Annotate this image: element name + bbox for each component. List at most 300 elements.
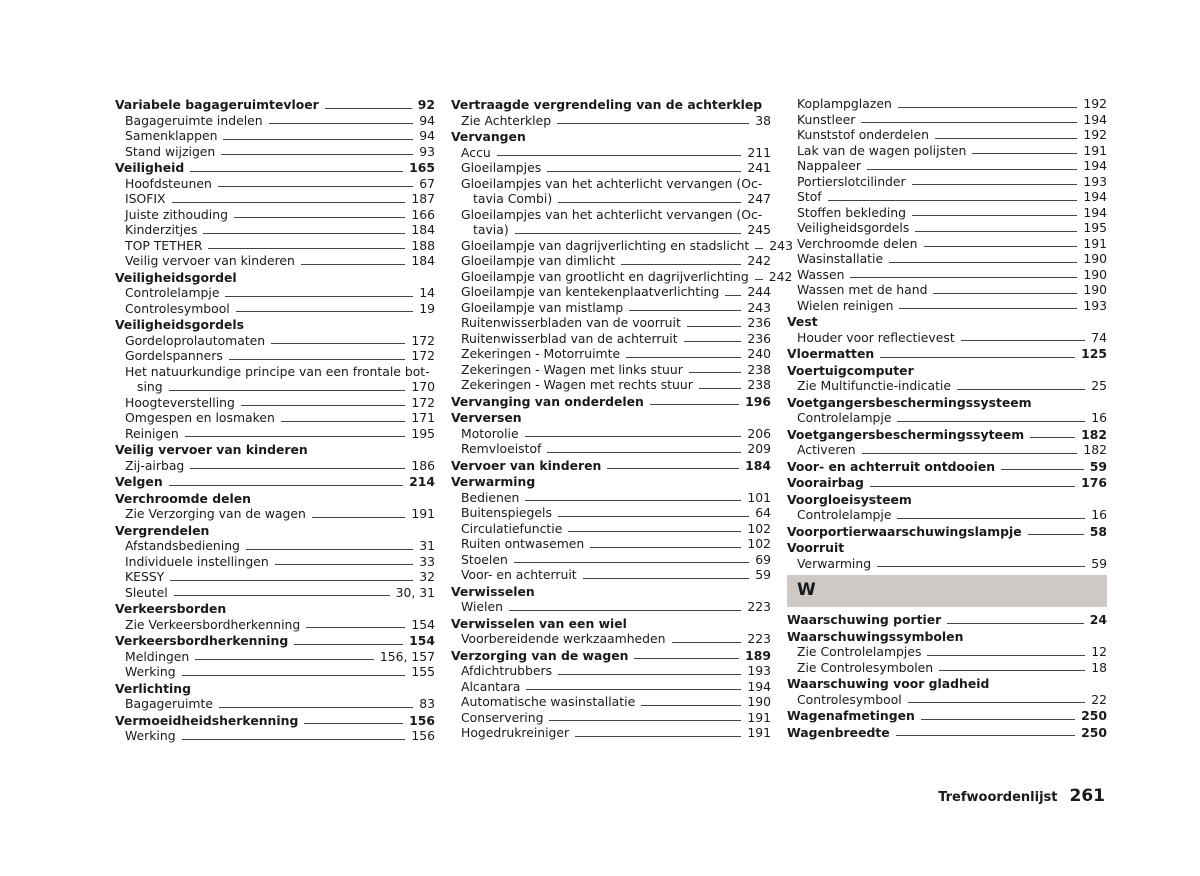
index-subentry xyxy=(451,315,771,331)
index-heading: Veiligheidsgordel xyxy=(115,269,237,285)
entry-page: 33 xyxy=(419,553,435,569)
leader-line xyxy=(169,485,403,486)
entry-label: Verzorging van de wagen xyxy=(451,647,629,663)
index-subentry xyxy=(115,649,435,665)
index-subentry xyxy=(115,222,435,238)
index-subentry xyxy=(451,331,771,347)
entry-page: 250 xyxy=(1081,724,1107,740)
leader-line xyxy=(961,340,1086,341)
entry-label: Veiligheidsgordels xyxy=(797,220,910,235)
entry-label: Bedienen xyxy=(461,489,520,505)
entry-label: TOP TETHER xyxy=(125,237,203,253)
index-subentry-wrapped xyxy=(451,176,771,207)
index-subentry xyxy=(451,300,771,316)
entry-page: 74 xyxy=(1091,329,1107,345)
entry-label: Gordeloprolautomaten xyxy=(125,332,266,348)
leader-line xyxy=(921,719,1075,720)
entry-label: Hoofdsteunen xyxy=(125,175,212,191)
index-subentry xyxy=(451,536,771,552)
leader-line xyxy=(312,517,405,518)
index-heading: Vest xyxy=(787,314,818,329)
index-subentry xyxy=(115,569,435,585)
leader-line xyxy=(294,644,403,645)
index-subentry xyxy=(451,505,771,521)
entry-page: 19 xyxy=(419,300,435,316)
entry-page: 236 xyxy=(747,330,771,346)
entry-label: Vervanging van onderdelen xyxy=(451,393,644,409)
entry-label: Stoffen bekleding xyxy=(797,204,907,220)
index-entry xyxy=(787,612,1107,628)
entry-page: 194 xyxy=(747,678,771,694)
entry-label: Wielen xyxy=(461,599,503,614)
entry-page: 83 xyxy=(419,696,435,711)
index-subentry-wrapped xyxy=(451,207,771,238)
entry-page: 93 xyxy=(419,143,435,159)
entry-page: 241 xyxy=(747,160,771,175)
entry-page: 94 xyxy=(419,128,435,143)
entry-page: 94 xyxy=(419,112,435,128)
index-subentry xyxy=(451,160,771,176)
index-subentry xyxy=(787,556,1107,572)
index-subentry xyxy=(115,585,435,601)
entry-label: Voor- en achterruit ontdooien xyxy=(787,458,996,474)
index-heading: Voorgloeisysteem xyxy=(787,491,912,507)
entry-page: 14 xyxy=(419,285,435,300)
leader-line xyxy=(218,186,413,187)
index-subentry xyxy=(115,191,435,207)
entry-label: Zij-airbag xyxy=(125,457,185,473)
index-entry xyxy=(787,459,1107,475)
entry-label: Voorportierwaarschuwingslampje xyxy=(787,523,1022,539)
entry-label: Gloeilampjes xyxy=(461,160,542,175)
leader-line xyxy=(755,279,763,280)
entry-label-line2: tavia Combi) xyxy=(473,191,553,206)
leader-line xyxy=(301,264,405,265)
page-footer xyxy=(938,786,1105,806)
index-subentry xyxy=(115,238,435,254)
leader-line xyxy=(689,372,742,373)
entry-page: 176 xyxy=(1081,475,1107,490)
index-subentry xyxy=(115,348,435,364)
index-heading: Verchroomde delen xyxy=(115,490,251,506)
entry-page: 31 xyxy=(419,538,435,553)
leader-line xyxy=(568,531,741,532)
entry-page: 58 xyxy=(1089,523,1107,539)
entry-label: Controlelampje xyxy=(125,285,220,300)
entry-page: 38 xyxy=(755,112,771,128)
entry-page: 189 xyxy=(745,647,771,663)
index-heading: Verwisselen xyxy=(451,583,535,599)
index-subentry xyxy=(787,251,1107,267)
entry-label: Accu xyxy=(461,144,491,160)
entry-label: Veiligheid xyxy=(115,160,185,175)
entry-page: 242 xyxy=(747,253,771,268)
entry-label: Stof xyxy=(797,189,822,204)
leader-line xyxy=(621,264,741,265)
index-heading: Voetgangersbeschermingssysteem xyxy=(787,394,1032,410)
entry-label: Wassen met de hand xyxy=(797,282,928,297)
index-subentry xyxy=(115,554,435,570)
entry-page: 172 xyxy=(411,394,435,410)
leader-line xyxy=(169,390,406,391)
index-heading: Verlichting xyxy=(115,680,191,696)
leader-line xyxy=(672,642,742,643)
index-subentry xyxy=(451,490,771,506)
entry-label: Samenklappen xyxy=(125,128,218,143)
entry-label: Alcantara xyxy=(461,678,521,694)
entry-page: 16 xyxy=(1091,410,1107,425)
entry-page: 59 xyxy=(755,567,771,582)
entry-label: Gloeilampje van dimlicht xyxy=(461,253,616,268)
leader-line xyxy=(927,655,1085,656)
entry-page: 184 xyxy=(745,457,771,473)
index-heading: Verkeersborden xyxy=(115,601,227,616)
entry-page: 16 xyxy=(1091,507,1107,522)
entry-label: Wielen reinigen xyxy=(797,297,894,313)
entry-page: 102 xyxy=(747,520,771,536)
entry-label: Stand wijzigen xyxy=(125,143,216,159)
leader-line xyxy=(219,707,413,708)
entry-page: 156 xyxy=(411,728,435,743)
entry-page: 69 xyxy=(755,551,771,567)
leader-line xyxy=(182,739,406,740)
entry-label: Wasinstallatie xyxy=(797,251,884,266)
entry-page: 186 xyxy=(411,457,435,473)
leader-line xyxy=(203,233,405,234)
index-heading: Verwarming xyxy=(451,474,536,489)
leader-line xyxy=(626,357,741,358)
entry-page: 238 xyxy=(747,377,771,392)
entry-label: Verwarming xyxy=(797,555,872,571)
entry-label: Werking xyxy=(125,728,176,743)
entry-page: 184 xyxy=(411,253,435,268)
index-heading: Voertuigcomputer xyxy=(787,362,914,378)
index-heading: Vertraagde vergrendeling van de achterklep xyxy=(451,97,763,112)
entry-label: Ruiten ontwasemen xyxy=(461,536,585,551)
entry-label: Wassen xyxy=(797,266,845,282)
entry-label: Controlesymbool xyxy=(125,300,230,316)
leader-line xyxy=(234,217,405,218)
index-heading: Vergrendelen xyxy=(115,522,210,538)
entry-label: Bagageruimte indelen xyxy=(125,112,263,128)
index-subentry xyxy=(451,284,771,300)
leader-line xyxy=(246,549,413,550)
entry-label: Conservering xyxy=(461,709,544,725)
entry-page: 59 xyxy=(1089,458,1107,474)
leader-line xyxy=(558,202,741,203)
entry-label: Koplampglazen xyxy=(797,96,892,111)
entry-label: Werking xyxy=(125,664,176,679)
index-heading: Verversen xyxy=(451,410,522,425)
leader-line xyxy=(870,486,1075,487)
index-subentry xyxy=(451,145,771,161)
leader-line xyxy=(185,436,406,437)
index-subentry xyxy=(787,660,1107,676)
leader-line xyxy=(514,562,749,563)
index-subentry xyxy=(115,253,435,269)
entry-page: 18 xyxy=(1091,659,1107,675)
entry-page: 166 xyxy=(411,206,435,222)
entry-label: Verkeersbordherkenning xyxy=(115,633,289,648)
index-subentry xyxy=(451,426,771,442)
entry-page: 247 xyxy=(747,191,771,206)
index-subentry xyxy=(115,664,435,680)
index-subentry xyxy=(787,410,1107,426)
index-subentry-wrapped xyxy=(115,364,435,395)
entry-label: Afstandsbediening xyxy=(125,538,240,553)
leader-line xyxy=(897,421,1085,422)
entry-label: Zie Multifunctie-indicatie xyxy=(797,378,951,393)
entry-page: 59 xyxy=(1091,555,1107,571)
leader-line xyxy=(526,689,741,690)
entry-label: Stoelen xyxy=(461,551,508,567)
index-subentry xyxy=(451,552,771,568)
leader-line xyxy=(190,468,405,469)
index-subentry xyxy=(787,507,1107,523)
entry-label: Voorbereidende werkzaamheden xyxy=(461,631,666,646)
entry-page: 125 xyxy=(1081,346,1107,361)
leader-line xyxy=(575,736,741,737)
entry-label: Ruitenwisserblad van de achterruit xyxy=(461,330,678,346)
entry-page: 191 xyxy=(1083,235,1107,251)
entry-label: Portierslotcilinder xyxy=(797,173,906,189)
entry-page: 187 xyxy=(411,191,435,206)
entry-label: Gloeilampje van grootlicht en dagrijverlichting xyxy=(461,268,749,284)
entry-page: 243 xyxy=(747,299,771,315)
entry-page: 101 xyxy=(747,489,771,505)
index-subentry xyxy=(787,298,1107,314)
leader-line xyxy=(972,153,1077,154)
entry-label: Hoogteverstelling xyxy=(125,394,235,410)
entry-label: Houder voor reflectievest xyxy=(797,329,955,345)
index-subentry xyxy=(115,410,435,426)
entry-label: Voetgangersbeschermingssyteem xyxy=(787,426,1025,442)
leader-line xyxy=(269,123,414,124)
index-subentry xyxy=(115,207,435,223)
entry-label: KESSY xyxy=(125,569,165,584)
index-entry xyxy=(115,474,435,490)
entry-label: Individuele instellingen xyxy=(125,553,269,569)
leader-line xyxy=(1028,534,1084,535)
entry-page: 156, 157 xyxy=(379,648,435,664)
entry-label: Kinderzitjes xyxy=(125,222,198,237)
entry-label: Nappaleer xyxy=(797,158,861,173)
entry-label: Kunstleer xyxy=(797,111,856,127)
leader-line xyxy=(172,202,406,203)
entry-label: Voor- en achterruit xyxy=(461,567,577,582)
leader-line xyxy=(190,171,403,172)
leader-line xyxy=(699,388,741,389)
entry-page: 188 xyxy=(411,237,435,253)
index-subentry xyxy=(787,378,1107,394)
leader-line xyxy=(195,659,374,660)
leader-line xyxy=(223,139,413,140)
index-subentry xyxy=(115,426,435,442)
index-subentry xyxy=(451,346,771,362)
entry-page: 67 xyxy=(419,175,435,191)
index-entry xyxy=(451,394,771,410)
index-heading: Veiligheidsgordels xyxy=(115,317,245,332)
index-subentry xyxy=(451,694,771,710)
entry-label: Controlelampje xyxy=(797,507,892,522)
index-subentry xyxy=(115,128,435,144)
entry-label: Variabele bagageruimtevloer xyxy=(115,97,319,112)
index-entry xyxy=(451,648,771,664)
leader-line xyxy=(629,310,741,311)
leader-line xyxy=(271,343,405,344)
entry-page: 191 xyxy=(1083,142,1107,158)
entry-label: Zie Controlelampjes xyxy=(797,644,922,659)
index-subentry xyxy=(115,333,435,349)
entry-page: 190 xyxy=(1083,251,1107,266)
index-subentry xyxy=(787,220,1107,236)
entry-page: 214 xyxy=(409,474,435,489)
leader-line xyxy=(641,705,741,706)
entry-page: 32 xyxy=(419,569,435,584)
index-subentry xyxy=(451,663,771,679)
entry-page: 182 xyxy=(1083,442,1107,457)
section-letter: W xyxy=(797,580,816,601)
entry-continuation xyxy=(461,222,771,238)
index-subentry xyxy=(451,362,771,378)
entry-page: 238 xyxy=(747,361,771,377)
entry-label: Reinigen xyxy=(125,425,179,441)
entry-label: Automatische wasinstallatie xyxy=(461,694,636,709)
index-subentry xyxy=(115,113,435,129)
entry-label: Kunststof onderdelen xyxy=(797,127,929,142)
index-subentry xyxy=(787,127,1107,143)
leader-line xyxy=(525,436,742,437)
index-subentry xyxy=(451,710,771,726)
leader-line xyxy=(208,248,405,249)
index-subentry xyxy=(451,631,771,647)
leader-line xyxy=(174,595,390,596)
leader-line xyxy=(515,233,742,234)
entry-page: 30, 31 xyxy=(395,584,435,600)
entry-label: Motorolie xyxy=(461,425,519,441)
entry-page: 92 xyxy=(417,97,435,112)
leader-line xyxy=(850,277,1077,278)
leader-line xyxy=(877,566,1085,567)
index-entry xyxy=(787,475,1107,491)
entry-label: Activeren xyxy=(797,442,856,457)
entry-page: 192 xyxy=(1083,96,1107,111)
index-subentry xyxy=(451,725,771,741)
entry-page: 194 xyxy=(1083,158,1107,173)
leader-line xyxy=(650,404,739,405)
footer-section-title: Trefwoordenlijst xyxy=(938,790,1058,805)
leader-line xyxy=(634,658,739,659)
entry-page: 102 xyxy=(747,536,771,551)
index-subentry xyxy=(451,679,771,695)
leader-line xyxy=(897,518,1085,519)
leader-line xyxy=(896,735,1075,736)
leader-line xyxy=(497,155,742,156)
index-subentry xyxy=(451,253,771,269)
index-subentry xyxy=(115,617,435,633)
entry-page: 191 xyxy=(411,506,435,521)
index-subentry xyxy=(787,96,1107,112)
index-entry xyxy=(787,427,1107,443)
leader-line xyxy=(229,359,406,360)
entry-label: Sleutel xyxy=(125,584,168,600)
entry-label: Bagageruimte xyxy=(125,696,213,711)
index-heading: Waarschuwing voor gladheid xyxy=(787,676,990,691)
index-subentry xyxy=(451,113,771,129)
index-subentry xyxy=(451,521,771,537)
leader-line xyxy=(889,262,1077,263)
index-column-2 xyxy=(451,96,793,741)
leader-line xyxy=(828,200,1078,201)
entry-page: 22 xyxy=(1091,691,1107,707)
entry-page: 182 xyxy=(1081,426,1107,442)
entry-page: 245 xyxy=(747,222,771,237)
entry-page: 193 xyxy=(1083,297,1107,313)
entry-page: 190 xyxy=(1083,282,1107,297)
leader-line xyxy=(607,468,739,469)
leader-line xyxy=(236,311,413,312)
entry-page: 171 xyxy=(411,410,435,425)
leader-line xyxy=(861,122,1077,123)
entry-label-line1: Het natuurkundige principe van een frontale bot- xyxy=(125,363,430,379)
entry-page: 223 xyxy=(747,631,771,646)
leader-line xyxy=(947,623,1083,624)
entry-label-line1: Gloeilampjes van het achterlicht vervangen (Oc- xyxy=(461,175,763,191)
entry-page: 190 xyxy=(747,694,771,709)
entry-label: Zekeringen - Wagen met rechts stuur xyxy=(461,377,693,392)
leader-line xyxy=(912,184,1078,185)
entry-label: Controlesymbool xyxy=(797,691,902,707)
entry-page: 196 xyxy=(745,393,771,409)
leader-line xyxy=(957,389,1085,390)
entry-page: 156 xyxy=(409,712,435,728)
entry-page: 195 xyxy=(1083,220,1107,235)
entry-page: 172 xyxy=(411,332,435,348)
leader-line xyxy=(935,138,1077,139)
leader-line xyxy=(908,702,1085,703)
index-subentry xyxy=(451,237,793,254)
entry-label: Juiste zithouding xyxy=(125,206,228,222)
leader-line xyxy=(182,675,406,676)
entry-label: Veilig vervoer van kinderen xyxy=(125,253,295,268)
entry-label: Gordelspanners xyxy=(125,348,223,363)
leader-line xyxy=(590,547,741,548)
leader-line xyxy=(912,215,1077,216)
entry-label: Gloeilampje van mistlamp xyxy=(461,299,624,315)
entry-page: 242 xyxy=(768,268,793,284)
index-subentry xyxy=(115,696,435,712)
leader-line xyxy=(898,107,1078,108)
entry-page: 206 xyxy=(747,425,771,441)
index-subentry xyxy=(115,728,435,744)
entry-page: 165 xyxy=(409,160,435,175)
leader-line xyxy=(547,171,741,172)
index-entry xyxy=(115,160,435,176)
entry-label: Waarschuwing portier xyxy=(787,612,942,627)
index-heading: Verwisselen van een wiel xyxy=(451,615,627,631)
entry-page: 191 xyxy=(747,725,771,740)
leader-line xyxy=(306,627,405,628)
entry-page: 191 xyxy=(747,709,771,725)
leader-line xyxy=(862,453,1078,454)
index-heading: Waarschuwingssymbolen xyxy=(787,628,964,644)
leader-line xyxy=(549,720,741,721)
index-subentry xyxy=(787,189,1107,205)
index-entry xyxy=(115,633,435,649)
entry-label: Hogedrukreiniger xyxy=(461,725,570,740)
index-heading: Veilig vervoer van kinderen xyxy=(115,442,308,457)
entry-label: ISOFIX xyxy=(125,191,166,206)
